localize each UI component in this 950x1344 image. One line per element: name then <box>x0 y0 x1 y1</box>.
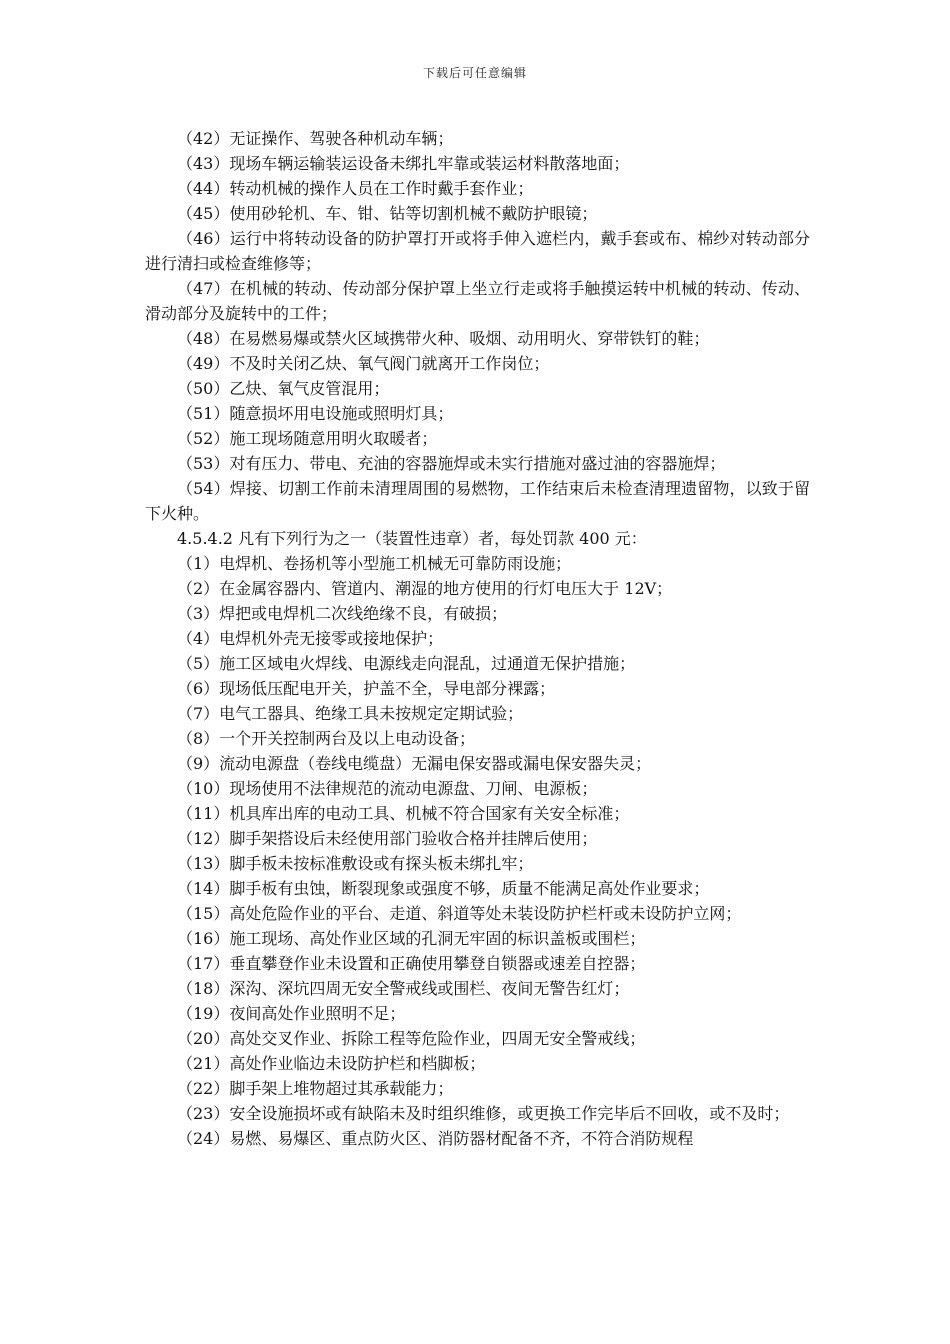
paragraph-18: （18）深沟、深坑四周无安全警戒线或围栏、夜间无警告红灯； <box>177 979 630 998</box>
paragraph-4: （4）电焊机外壳无接零或接地保护； <box>177 629 444 648</box>
paragraph-15: （15）高处危险作业的平台、走道、斜道等处未装设防护栏杆或未设防护立网； <box>177 904 742 923</box>
paragraph-53: （53）对有压力、带电、充油的容器施焊或未实行措施对盛过油的容器施焊； <box>177 454 726 473</box>
paragraph-16: （16）施工现场、高处作业区域的孔洞无牢固的标识盖板或围栏； <box>177 929 646 948</box>
paragraph-6: （6）现场低压配电开关，护盖不全，导电部分裸露； <box>177 679 556 698</box>
paragraph-43: （43）现场车辆运输装运设备未绑扎牢靠或装运材料散落地面； <box>177 154 630 173</box>
paragraph-19: （19）夜间高处作业照明不足； <box>177 1004 406 1023</box>
paragraph-10: （10）现场使用不法律规范的流动电源盘、刀闸、电源板； <box>177 779 598 798</box>
document-body <box>145 126 810 1151</box>
paragraph-22: （22）脚手架上堆物超过其承载能力； <box>177 1079 454 1098</box>
paragraph-42: （42）无证操作、驾驶各种机动车辆； <box>177 129 454 148</box>
paragraph-3: （3）焊把或电焊机二次线绝缘不良，有破损； <box>177 604 508 623</box>
paragraph-46: （46）运行中将转动设备的防护罩打开或将手伸入遮栏内，戴手套或布、棉纱对转动部分进行清扫或检查维修等； <box>145 229 810 273</box>
paragraph-2: （2）在金属容器内、管道内、潮湿的地方使用的行灯电压大于 12V； <box>177 579 673 598</box>
paragraph-48: （48）在易燃易爆或禁火区域携带火种、吸烟、动用明火、穿带铁钉的鞋； <box>177 329 710 348</box>
paragraph-20: （20）高处交叉作业、拆除工程等危险作业，四周无安全警戒线； <box>177 1029 646 1048</box>
paragraph-50: （50）乙炔、氧气皮管混用； <box>177 379 390 398</box>
paragraph-9: （9）流动电源盘（卷线电缆盘）无漏电保安器或漏电保安器失灵； <box>177 754 652 773</box>
paragraph-51: （51）随意损坏用电设施或照明灯具； <box>177 404 454 423</box>
page-header: 下载后可任意编辑 <box>422 66 527 80</box>
paragraph-52: （52）施工现场随意用明火取暖者； <box>177 429 438 448</box>
paragraph-47: （47）在机械的转动、传动部分保护罩上坐立行走或将手触摸运转中机械的转动、传动、滑动部分及旋转中的工件； <box>145 279 810 323</box>
paragraph-45: （45）使用砂轮机、车、钳、钻等切割机械不戴防护眼镜； <box>177 204 598 223</box>
paragraph-17: （17）垂直攀登作业未设置和正确使用攀登自锁器或速差自控器； <box>177 954 646 973</box>
paragraph-1: （1）电焊机、卷扬机等小型施工机械无可靠防雨设施； <box>177 554 572 573</box>
paragraph-14: （14）脚手板有虫蚀，断裂现象或强度不够，质量不能满足高处作业要求； <box>177 879 710 898</box>
paragraph-44: （44）转动机械的操作人员在工作时戴手套作业； <box>177 179 534 198</box>
paragraph-24: （24）易燃、易爆区、重点防火区、消防器材配备不齐，不符合消防规程 <box>177 1129 694 1148</box>
paragraph-11: （11）机具库出库的电动工具、机械不符合国家有关安全标准； <box>177 804 630 823</box>
paragraph-49: （49）不及时关闭乙炔、氧气阀门就离开工作岗位； <box>177 354 550 373</box>
paragraph-13: （13）脚手板未按标准敷设或有探头板未绑扎牢； <box>177 854 534 873</box>
paragraph-54: （54）焊接、切割工作前未清理周围的易燃物，工作结束后未检查清理遗留物，以致于留下火种。 <box>145 479 810 523</box>
paragraph-7: （7）电气工器具、绝缘工具未按规定定期试验； <box>177 704 524 723</box>
section-heading-4-5-4-2: 4.5.4.2 凡有下列行为之一（装置性违章）者，每处罚款 400 元： <box>177 529 647 548</box>
paragraph-23: （23）安全设施损坏或有缺陷未及时组织维修，或更换工作完毕后不回收，或不及时； <box>177 1104 790 1123</box>
paragraph-8: （8）一个开关控制两台及以上电动设备； <box>177 729 476 748</box>
paragraph-21: （21）高处作业临边未设防护栏和档脚板； <box>177 1054 486 1073</box>
paragraph-12: （12）脚手架搭设后未经使用部门验收合格并挂牌后使用； <box>177 829 598 848</box>
paragraph-5: （5）施工区域电火焊线、电源线走向混乱，过通道无保护措施； <box>177 654 636 673</box>
